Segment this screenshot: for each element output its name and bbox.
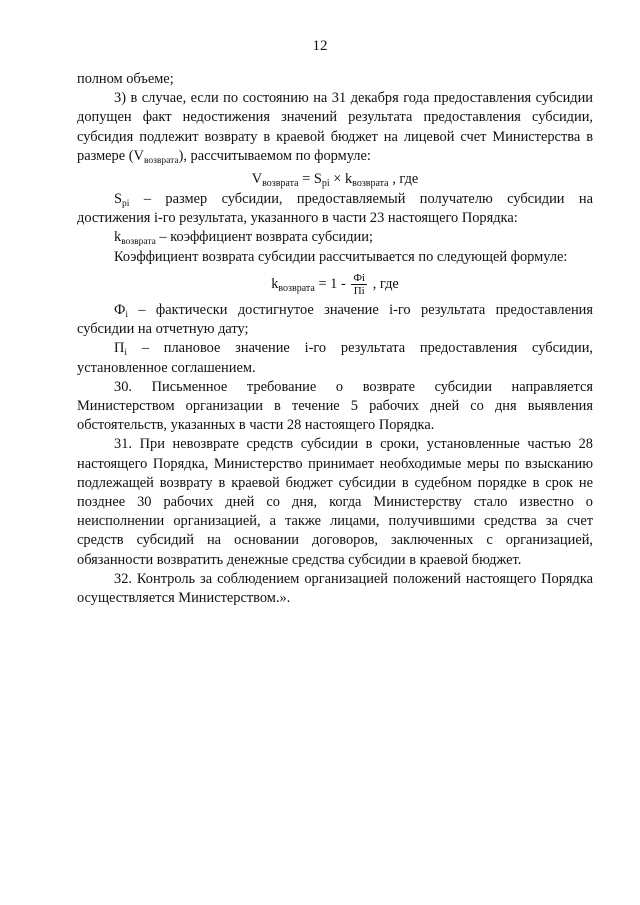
formula-1-lhs: V: [251, 171, 263, 188]
formula-v-return: [77, 168, 593, 190]
formula-2-denominator: Пi: [353, 285, 365, 298]
formula-1-k: k: [344, 171, 353, 188]
definition-spi: [77, 190, 593, 228]
definition-pi-sub: i: [124, 348, 128, 359]
formula-1-s: S: [313, 171, 322, 188]
paragraph-31: 31. При невозврате средств субсидии в сроки, установленные частью 28 настоящего Порядка, Министерство принимает необходимые меры по взысканию подлежащей возврату в краевой бюджет субсидии в судебном порядке в срок не позднее 30 рабочих дней со дня, когда Министерству стало известно о неисполнении организацией, а также лицами, получившими средства за счет средств субсидий на основании договоров, заключенных с организацией, обязанности возвратить денежные средства субсидии в краевой бюджет.: [77, 436, 593, 568]
formula-2-eq: = 1 -: [314, 275, 350, 292]
formula-1-lhs-sub: возврата: [262, 178, 299, 190]
formula-1-tail: , где: [388, 171, 419, 188]
formula-2-lhs: k: [271, 275, 279, 292]
definition-pi: [77, 339, 593, 377]
definition-k-text: – коэффициент возврата субсидии;: [155, 229, 373, 246]
definition-spi-text: – размер субсидии, предоставляемый получателю субсидии на достижения i-го результата, указанного в части 23 настоящего Порядка:: [77, 191, 593, 227]
page-number: 12: [312, 38, 328, 54]
formula-k-return: [77, 271, 593, 297]
formula-1-eq: =: [298, 171, 314, 188]
formula-2-lhs-sub: возврата: [278, 282, 315, 294]
paragraph-3-text: 3) в случае, если по состоянию на 31 декабря года предоставления субсидии допущен факт недостижения значений результата предоставления субсидии, субсидия подлежит возврату в краевой бюджет на лицевой счет Министерства в размере (V: [77, 90, 593, 164]
formula-2-numerator: Фi: [353, 272, 366, 285]
document-body: [77, 70, 593, 608]
definition-fi-letter: Ф: [114, 302, 126, 319]
definition-spi-letter: S: [114, 191, 123, 208]
definition-k: [77, 228, 593, 247]
formula-1-times: ×: [329, 171, 345, 188]
definition-fi-symbol: [114, 302, 129, 321]
definition-k-symbol: [114, 229, 156, 248]
paragraph-3: [77, 89, 593, 166]
definition-pi-symbol: [114, 340, 128, 359]
formula-1-s-sub: pi: [321, 178, 330, 190]
paragraph-k-formula-intro: Коэффициент возврата субсидии рассчитывается по следующей формуле:: [114, 248, 568, 265]
definition-fi-sub: i: [125, 310, 129, 321]
paragraph-3-tail: ), рассчитываемом по формуле:: [178, 147, 371, 164]
definition-pi-letter: П: [114, 340, 125, 357]
formula-1-k-sub: возврата: [352, 178, 389, 190]
paragraph-3-subscript: возврата: [143, 155, 179, 166]
definition-spi-symbol: [114, 191, 130, 210]
paragraph-32: 32. Контроль за соблюдением организацией положений настоящего Порядка осуществляется Министерством.».: [77, 570, 593, 607]
definition-fi-text: – фактически достигнутое значение i-го результата предоставления субсидии на отчетную дату;: [77, 302, 593, 338]
definition-k-sub: возврата: [121, 237, 156, 248]
definition-pi-text: – плановое значение i-го результата предоставления субсидии, установленное соглашением.: [77, 340, 593, 376]
formula-2-tail: , где: [369, 275, 399, 292]
paragraph-continuation: полном объеме;: [77, 71, 174, 87]
definition-k-letter: k: [114, 229, 122, 246]
formula-2-fraction: [351, 272, 367, 297]
definition-spi-sub: pi: [122, 199, 130, 210]
paragraph-30: 30. Письменное требование о возврате субсидии направляется Министерством организации в течение 5 рабочих дней со дня выявления обстоятельств, указанных в части 28 настоящего Порядка.: [77, 378, 593, 434]
definition-fi: [77, 301, 593, 339]
